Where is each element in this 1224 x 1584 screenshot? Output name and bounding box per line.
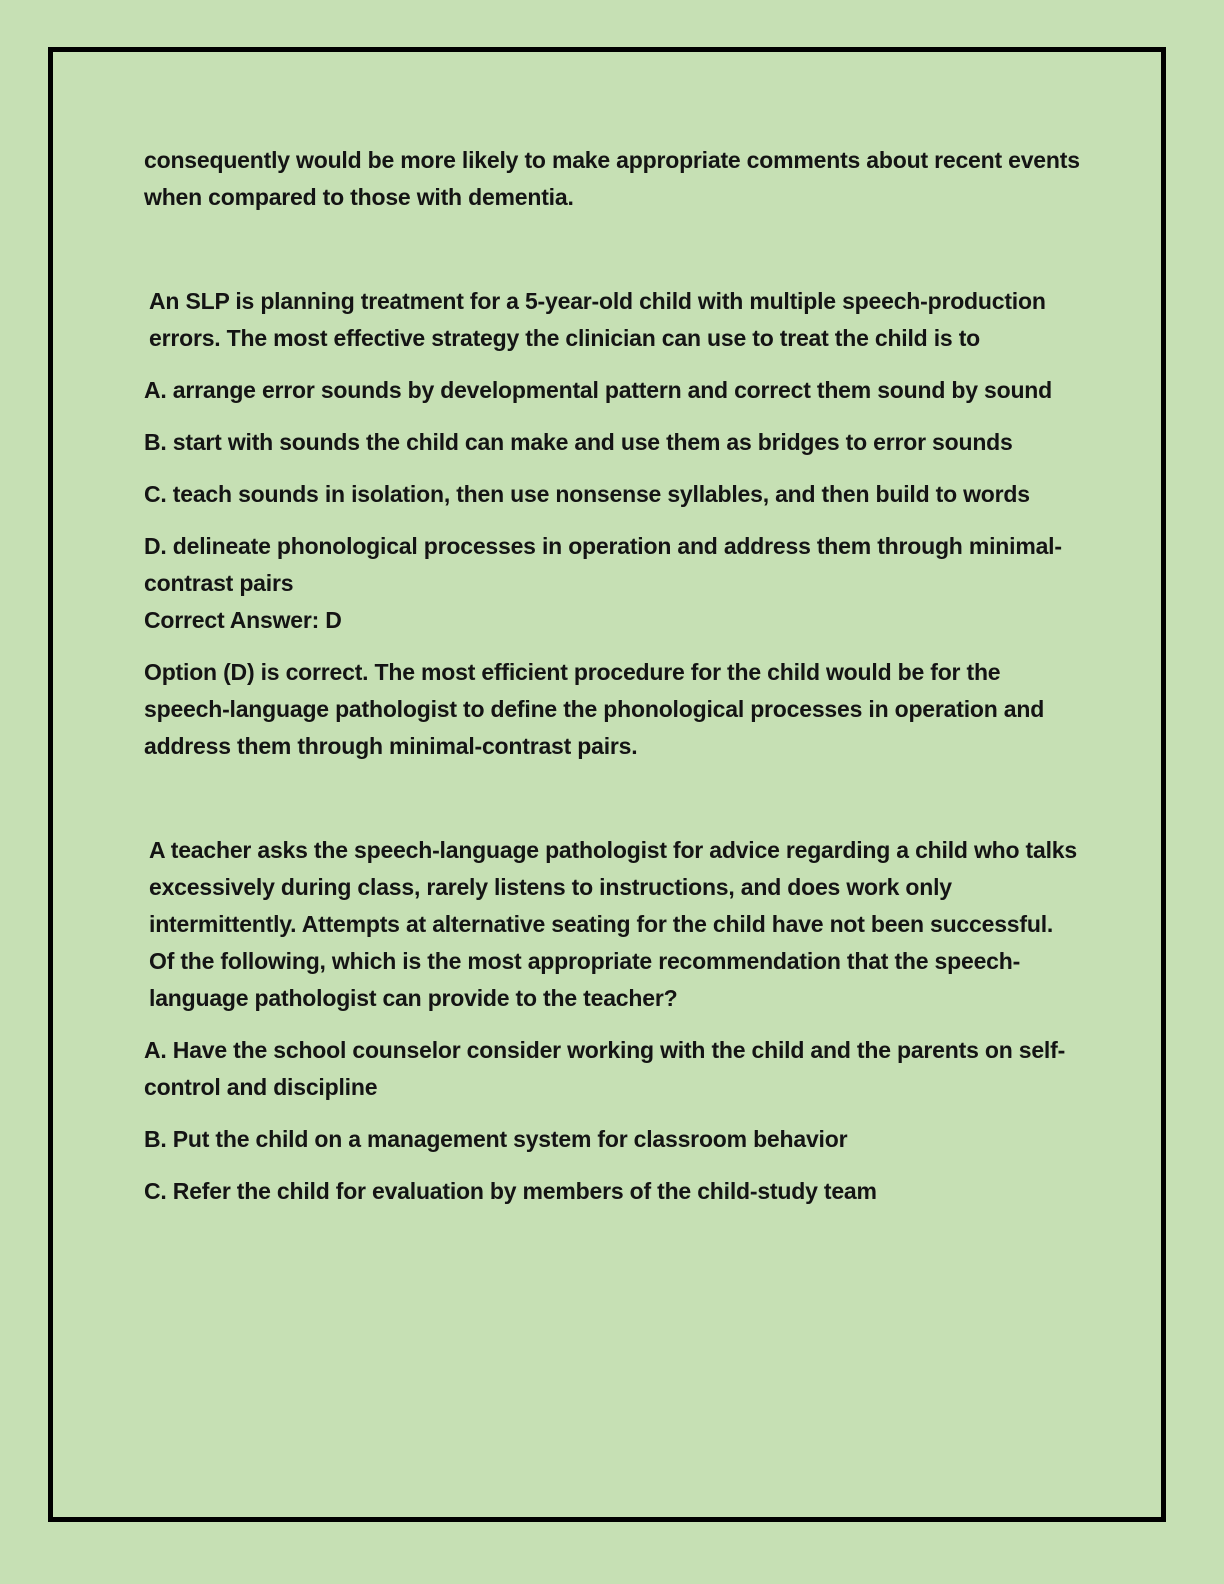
option-a: A. arrange error sounds by developmental pattern and correct them sound by sound (144, 377, 1053, 403)
option-c: C. teach sounds in isolation, then use nonsense syllables, and then build to words (144, 481, 1030, 507)
option-a: A. Have the school counselor consider working with the child and the parents on self-control and discipline (144, 1037, 1066, 1100)
answer-explanation: Option (D) is correct. The most efficient procedure for the child would be for the speech-language pathologist to define the phonological processes in operation and address them through minimal-contrast pairs. (144, 659, 1045, 759)
correct-answer: Correct Answer: D (144, 607, 342, 633)
question-stem: A teacher asks the speech-language pathologist for advice regarding a child who talks excessively during class, rarely listens to instructions, and does work only intermittently. Attempts at alternative seating for the child have not been successful. Of the following, which is the most appropriate recommendation that the speech-language pathologist can provide to the teacher? (149, 837, 1077, 1011)
section-gap (144, 231, 1084, 283)
option-b: B. Put the child on a management system for classroom behavior (144, 1126, 848, 1152)
section-gap (144, 780, 1084, 832)
question-stem: An SLP is planning treatment for a 5-year-old child with multiple speech-production errors. The most effective strategy the clinician can use to treat the child is to (149, 288, 1046, 351)
question-2 (144, 832, 1084, 1210)
intro-continuation: consequently would be more likely to make appropriate comments about recent events when compared to those with dementia. (144, 147, 1080, 210)
question-1 (144, 283, 1084, 765)
option-b: B. start with sounds the child can make and use them as bridges to error sounds (144, 429, 1013, 455)
option-c: C. Refer the child for evaluation by members of the child-study team (144, 1178, 877, 1204)
option-d: D. delineate phonological processes in operation and address them through minimal-contrast pairs (144, 533, 1062, 596)
document-body (144, 142, 1084, 1225)
